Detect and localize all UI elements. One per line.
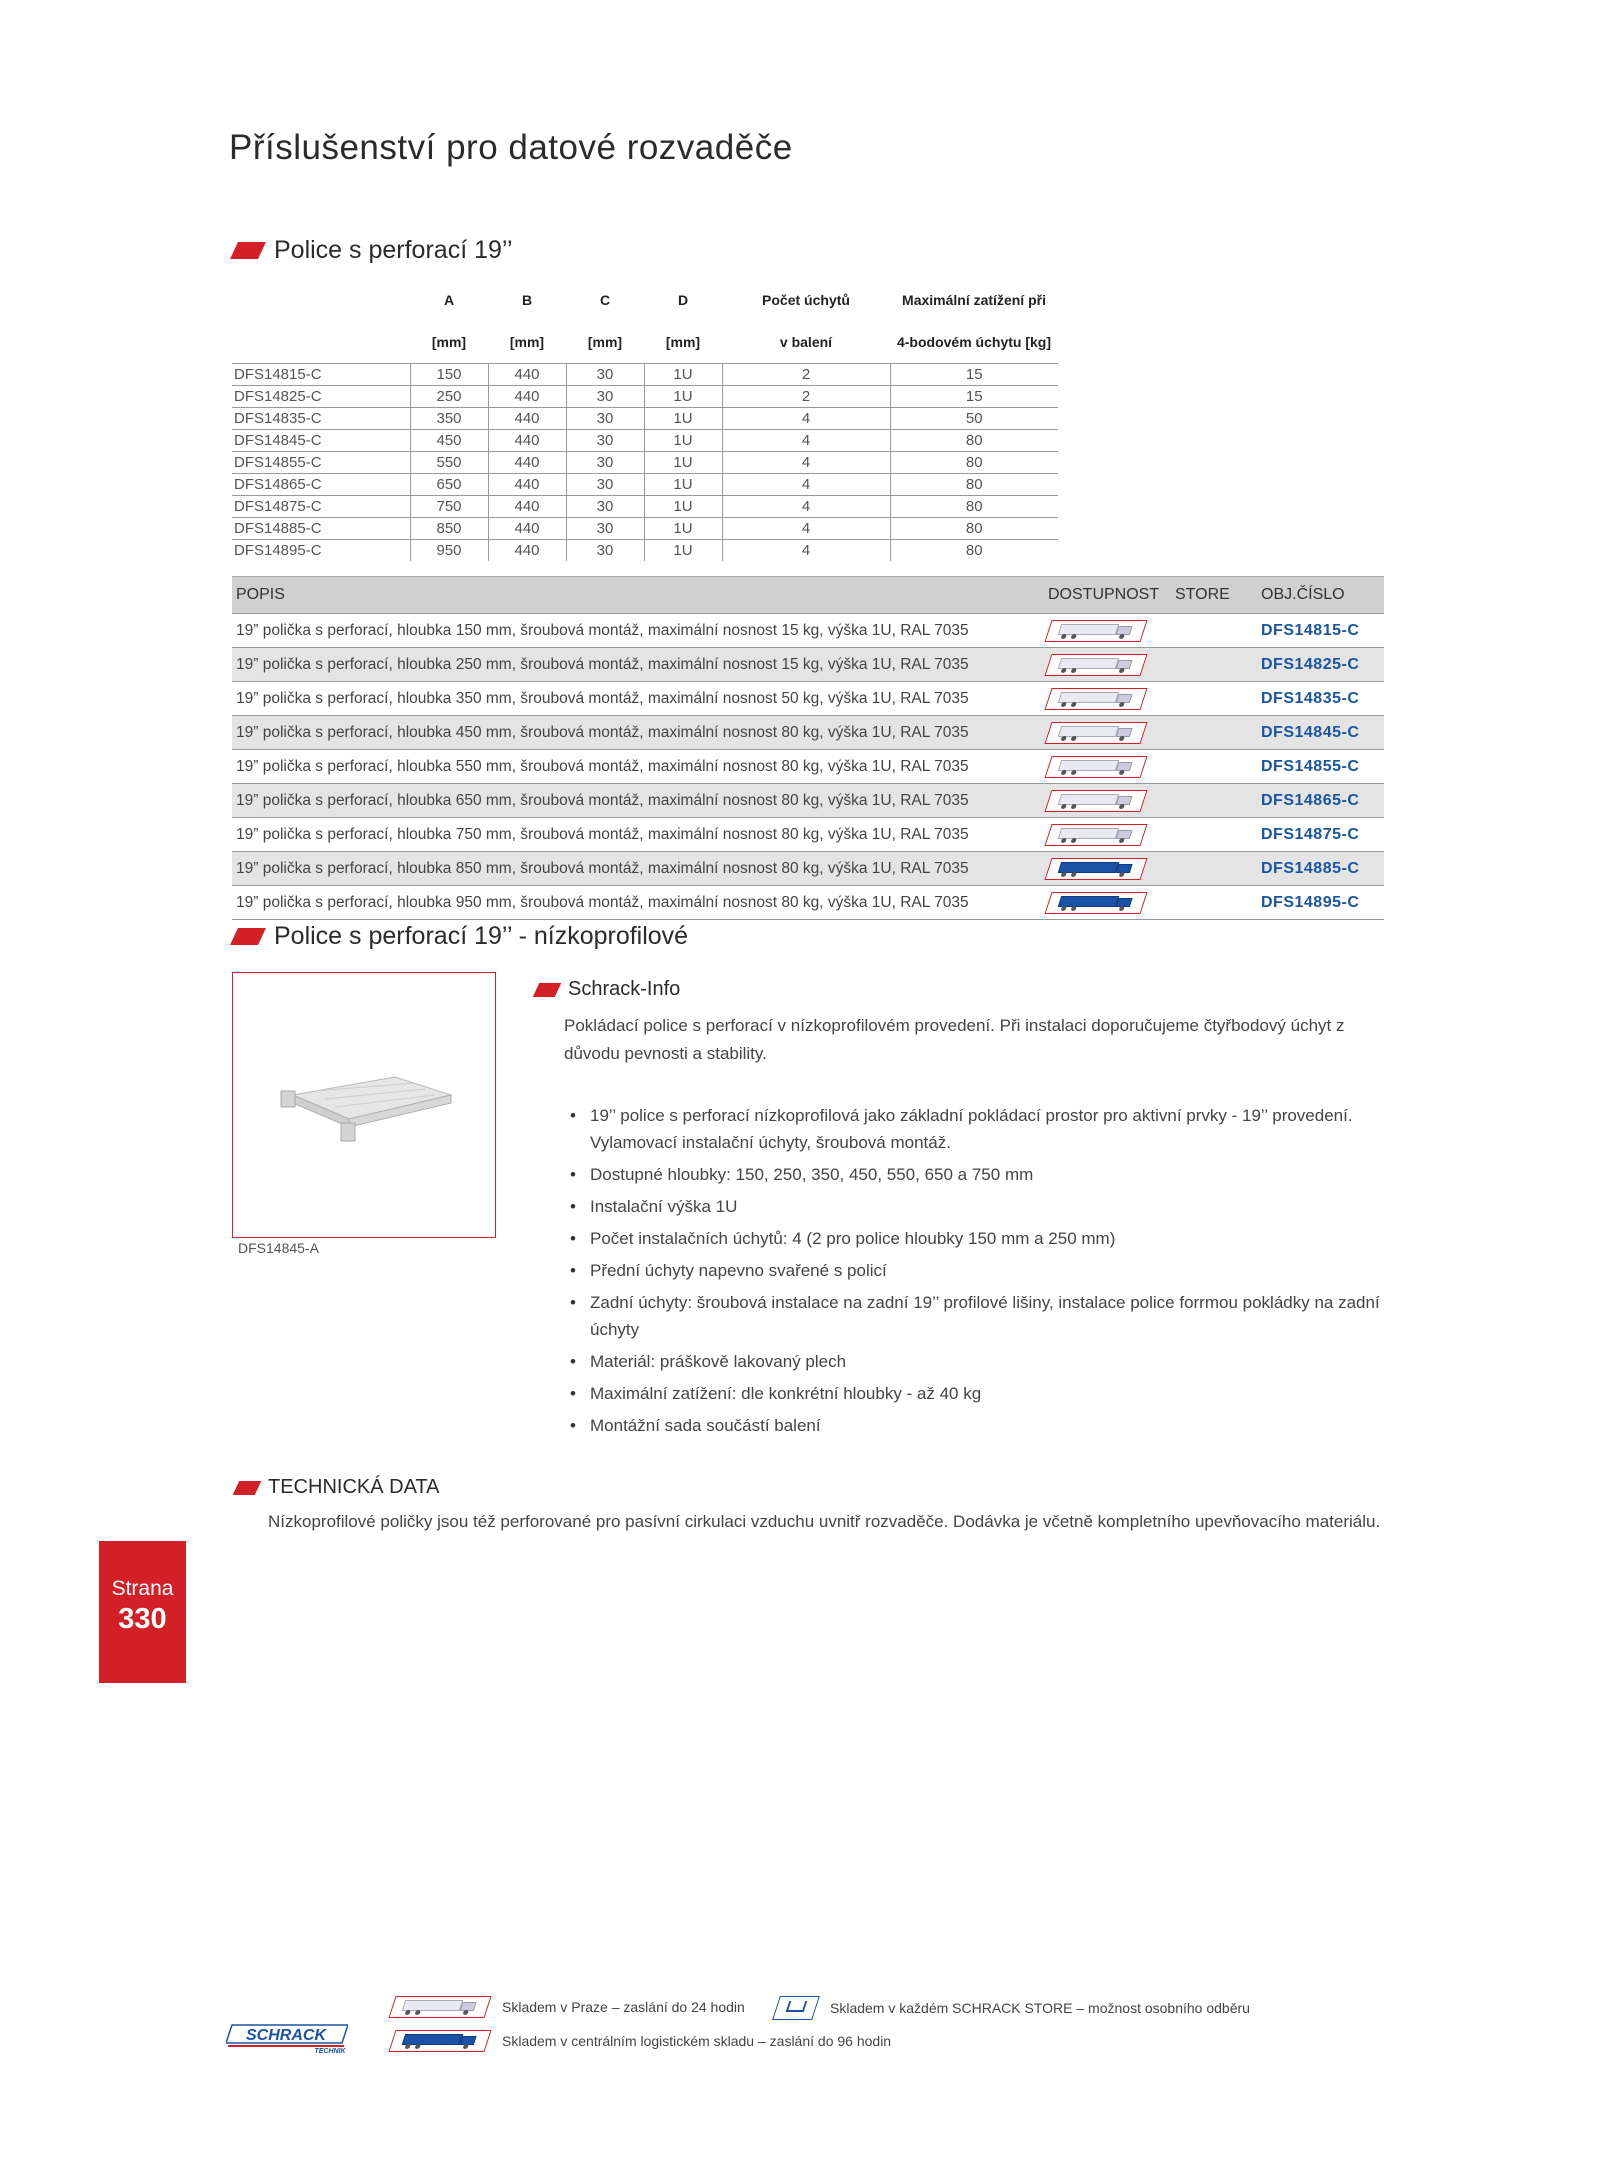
spec-cell: 50 [890, 407, 1058, 429]
schrack-logo [226, 2023, 348, 2053]
order-description: 19” polička s perforací, hloubka 750 mm, šroubová montáž, maximální nosnost 80 kg, výška 1U, RAL 7035 [232, 818, 1047, 852]
spec-cell: 80 [890, 517, 1058, 539]
feature-list [566, 1102, 1396, 1444]
spec-cell: 440 [488, 539, 566, 561]
truck-white-icon [1044, 824, 1147, 846]
legend-praha [392, 1996, 745, 2018]
order-row [232, 784, 1384, 818]
spec-cell: 950 [410, 539, 488, 561]
truck-white-icon [1044, 620, 1147, 642]
section-heading-police [234, 236, 513, 265]
spec-cell: 15 [890, 385, 1058, 407]
product-image-frame [232, 972, 496, 1238]
spec-article: DFS14875-C [232, 495, 410, 517]
section-flag-icon [230, 928, 266, 945]
header-d: D [677, 292, 689, 308]
order-row [232, 750, 1384, 784]
truck-white-icon [1044, 722, 1147, 744]
order-code: DFS14895-C [1251, 886, 1384, 920]
section-flag-icon [230, 242, 266, 259]
truck-blue-icon [1044, 892, 1147, 914]
feature-item: • Maximální zatížení: dle konkrétní hloubky - až 40 kg [566, 1380, 1396, 1407]
section-flag-icon [533, 983, 562, 997]
spec-cell: 1U [644, 473, 722, 495]
section-title: Police s perforací 19’’ - nízkoprofilové [274, 922, 689, 950]
header-c: C [599, 292, 611, 308]
spec-cell: 2 [722, 385, 890, 407]
spec-cell: 250 [410, 385, 488, 407]
spec-cell: 30 [566, 473, 644, 495]
feature-item: • Montážní sada součástí balení [566, 1412, 1396, 1439]
order-row [232, 818, 1384, 852]
sub-max: 4-bodovém úchytu [kg] [896, 333, 1051, 350]
spec-cell: 4 [722, 407, 890, 429]
feature-item: • 19’’ police s perforací nízkoprofilová jako základní pokládací prostor pro aktivní prvky - 19’’ provedení. Vylamovací instalační úchyty, šroubová montáž. [566, 1102, 1396, 1156]
header-max: Maximální zatížení při [902, 292, 1046, 308]
feature-item: • Zadní úchyty: šroubová instalace na zadní 19’’ profilové lišiny, instalace police forrmou pokládky na zadní úchyty [566, 1289, 1396, 1343]
spec-article: DFS14845-C [232, 429, 410, 451]
spec-cell: 30 [566, 517, 644, 539]
spec-article: DFS14825-C [232, 385, 410, 407]
spec-cell: 440 [488, 495, 566, 517]
spec-row [232, 385, 1058, 407]
order-code: DFS14845-C [1251, 716, 1384, 750]
legend-central-text: Skladem v centrálním logistickém skladu – zaslání do 96 hodin [502, 2033, 892, 2049]
spec-cell: 1U [644, 385, 722, 407]
order-code: DFS14875-C [1251, 818, 1384, 852]
tech-text: Nízkoprofilové poličky jsou též perforované pro pasívní cirkulaci vzduchu uvnitř rozvaděče. Dodávka je včetně kompletního upevňovacího materiálu. [268, 1512, 1381, 1531]
availability-cell [1047, 852, 1174, 886]
page-tab [99, 1541, 186, 1683]
spec-cell: 750 [410, 495, 488, 517]
order-description: 19” polička s perforací, hloubka 550 mm, šroubová montáž, maximální nosnost 80 kg, výška 1U, RAL 7035 [232, 750, 1047, 784]
header-a: A [443, 292, 455, 308]
image-caption: DFS14845-A [238, 1240, 319, 1256]
store-cell [1174, 716, 1251, 750]
header-popis: POPIS [232, 577, 1047, 614]
order-code: DFS14835-C [1251, 682, 1384, 716]
spec-row [232, 407, 1058, 429]
section-flag-icon [233, 1481, 262, 1495]
tech-heading [236, 1476, 440, 1499]
logo-text: SCHRACK [246, 2027, 326, 2044]
store-cell [1174, 750, 1251, 784]
spec-row [232, 363, 1058, 385]
spec-cell: 1U [644, 429, 722, 451]
feature-item: • Přední úchyty napevno svařené s policí [566, 1257, 1396, 1284]
sub-pocet: v balení [779, 333, 833, 350]
spec-cell: 1U [644, 539, 722, 561]
order-row [232, 614, 1384, 648]
tech-title: TECHNICKÁ DATA [268, 1476, 440, 1498]
spec-cell: 30 [566, 363, 644, 385]
spec-cell: 30 [566, 539, 644, 561]
order-table [232, 576, 1384, 920]
spec-row [232, 473, 1058, 495]
spec-cell: 150 [410, 363, 488, 385]
order-code: DFS14855-C [1251, 750, 1384, 784]
spec-cell: 440 [488, 363, 566, 385]
spec-cell: 80 [890, 429, 1058, 451]
spec-cell: 4 [722, 539, 890, 561]
section-heading-nizkoprofilove [234, 922, 688, 951]
order-row [232, 716, 1384, 750]
spec-cell: 550 [410, 451, 488, 473]
order-row [232, 886, 1384, 920]
order-row [232, 682, 1384, 716]
spec-cell: 80 [890, 495, 1058, 517]
info-intro-text: Pokládací police s perforací v nízkoprofilovém provedení. Při instalaci doporučujeme čtyřbodový úchyt z důvodu pevnosti a stability. [564, 1016, 1345, 1063]
availability-cell [1047, 614, 1174, 648]
unit-d: [mm] [665, 333, 701, 350]
spec-cell: 4 [722, 451, 890, 473]
spec-cell: 1U [644, 495, 722, 517]
unit-a: [mm] [431, 333, 467, 350]
availability-cell [1047, 682, 1174, 716]
spec-article: DFS14885-C [232, 517, 410, 539]
page-number: 330 [118, 1603, 167, 1635]
spec-cell: 2 [722, 363, 890, 385]
store-cell [1174, 818, 1251, 852]
order-code: DFS14825-C [1251, 648, 1384, 682]
truck-white-icon [1044, 688, 1147, 710]
legend-store [776, 1996, 1250, 2020]
spec-article: DFS14895-C [232, 539, 410, 561]
availability-cell [1047, 716, 1174, 750]
spec-cell: 1U [644, 517, 722, 539]
order-description: 19” polička s perforací, hloubka 950 mm, šroubová montáž, maximální nosnost 80 kg, výška 1U, RAL 7035 [232, 886, 1047, 920]
spec-article: DFS14865-C [232, 473, 410, 495]
legend-central [392, 2030, 891, 2052]
availability-cell [1047, 886, 1174, 920]
order-code: DFS14815-C [1251, 614, 1384, 648]
spec-cell: 440 [488, 385, 566, 407]
spec-cell: 450 [410, 429, 488, 451]
spec-cell: 1U [644, 451, 722, 473]
availability-cell [1047, 648, 1174, 682]
feature-item: • Materiál: práškově lakovaný plech [566, 1348, 1396, 1375]
spec-cell: 4 [722, 517, 890, 539]
unit-b: [mm] [509, 333, 545, 350]
header-pocet: Počet úchytů [762, 292, 850, 308]
store-cell [1174, 682, 1251, 716]
shelf-image [275, 1071, 455, 1151]
store-cell [1174, 886, 1251, 920]
spec-cell: 440 [488, 429, 566, 451]
order-description: 19” polička s perforací, hloubka 850 mm, šroubová montáž, maximální nosnost 80 kg, výška 1U, RAL 7035 [232, 852, 1047, 886]
spec-cell: 440 [488, 451, 566, 473]
spec-article: DFS14815-C [232, 363, 410, 385]
truck-white-icon [388, 1996, 491, 2018]
spec-cell: 1U [644, 363, 722, 385]
spec-cell: 440 [488, 407, 566, 429]
page-label: Strana [111, 1577, 174, 1600]
store-cell [1174, 852, 1251, 886]
availability-cell [1047, 818, 1174, 852]
section-title: Police s perforací 19’’ [274, 236, 513, 264]
spec-article: DFS14855-C [232, 451, 410, 473]
legend-store-text: Skladem v každém SCHRACK STORE – možnost osobního odběru [830, 2000, 1250, 2016]
spec-cell: 4 [722, 495, 890, 517]
order-description: 19” polička s perforací, hloubka 650 mm, šroubová montáž, maximální nosnost 80 kg, výška 1U, RAL 7035 [232, 784, 1047, 818]
spec-cell: 80 [890, 473, 1058, 495]
page-title: Příslušenství pro datové rozvaděče [229, 128, 793, 167]
spec-cell: 1U [644, 407, 722, 429]
spec-row [232, 495, 1058, 517]
spec-cell: 30 [566, 429, 644, 451]
logo-subtext: TECHNIK [314, 2048, 346, 2053]
spec-cell: 30 [566, 451, 644, 473]
truck-white-icon [1044, 756, 1147, 778]
order-code: DFS14865-C [1251, 784, 1384, 818]
order-description: 19” polička s perforací, hloubka 250 mm, šroubová montáž, maximální nosnost 15 kg, výška 1U, RAL 7035 [232, 648, 1047, 682]
order-description: 19” polička s perforací, hloubka 450 mm, šroubová montáž, maximální nosnost 80 kg, výška 1U, RAL 7035 [232, 716, 1047, 750]
spec-row [232, 517, 1058, 539]
truck-blue-icon [1044, 858, 1147, 880]
schrack-info-heading [536, 978, 680, 1001]
order-row [232, 852, 1384, 886]
info-intro [564, 1012, 1384, 1068]
spec-cell: 850 [410, 517, 488, 539]
spec-cell: 440 [488, 517, 566, 539]
feature-item: • Počet instalačních úchytů: 4 (2 pro police hloubky 150 mm a 250 mm) [566, 1225, 1396, 1252]
spec-cell: 4 [722, 429, 890, 451]
spec-row [232, 451, 1058, 473]
store-cell [1174, 614, 1251, 648]
spec-cell: 30 [566, 495, 644, 517]
spec-row [232, 539, 1058, 561]
truck-white-icon [1044, 654, 1147, 676]
spec-cell: 15 [890, 363, 1058, 385]
spec-cell: 30 [566, 407, 644, 429]
spec-cell: 80 [890, 539, 1058, 561]
spec-cell: 650 [410, 473, 488, 495]
header-b: B [521, 292, 533, 308]
header-obj: OBJ.ČÍSLO [1251, 577, 1384, 614]
order-row [232, 648, 1384, 682]
schrack-info-title: Schrack-Info [568, 978, 681, 1000]
store-cell [1174, 648, 1251, 682]
truck-white-icon [1044, 790, 1147, 812]
spec-cell: 440 [488, 473, 566, 495]
store-cell [1174, 784, 1251, 818]
header-store: STORE [1174, 577, 1251, 614]
spec-row [232, 429, 1058, 451]
spec-cell: 350 [410, 407, 488, 429]
order-code: DFS14885-C [1251, 852, 1384, 886]
legend-praha-text: Skladem v Praze – zaslání do 24 hodin [502, 1999, 745, 2015]
order-description: 19” polička s perforací, hloubka 350 mm, šroubová montáž, maximální nosnost 50 kg, výška 1U, RAL 7035 [232, 682, 1047, 716]
availability-cell [1047, 784, 1174, 818]
feature-item: • Dostupné hloubky: 150, 250, 350, 450, 550, 650 a 750 mm [566, 1161, 1396, 1188]
spec-article: DFS14835-C [232, 407, 410, 429]
spec-cell: 80 [890, 451, 1058, 473]
unit-c: [mm] [587, 333, 623, 350]
feature-item: • Instalační výška 1U [566, 1193, 1396, 1220]
shopping-cart-icon [772, 1996, 820, 2020]
order-description: 19” polička s perforací, hloubka 150 mm, šroubová montáž, maximální nosnost 15 kg, výška 1U, RAL 7035 [232, 614, 1047, 648]
header-dostupnost: DOSTUPNOST [1047, 577, 1174, 614]
availability-cell [1047, 750, 1174, 784]
spec-cell: 30 [566, 385, 644, 407]
spec-table [232, 279, 1058, 561]
spec-cell: 4 [722, 473, 890, 495]
truck-blue-icon [388, 2030, 491, 2052]
